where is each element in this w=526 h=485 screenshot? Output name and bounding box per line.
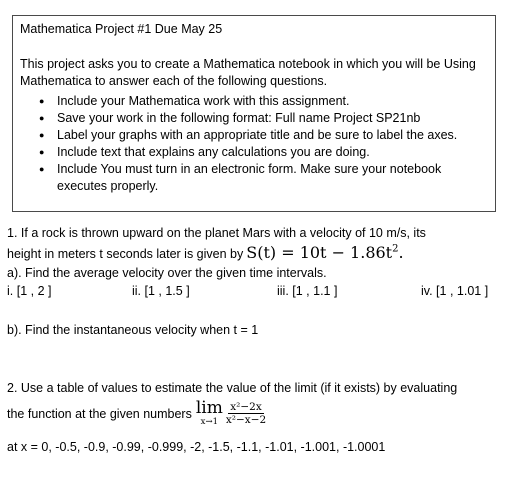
fraction-denominator: x²−x−2 (225, 414, 267, 426)
equation-period: . (398, 243, 404, 262)
requirement-item: ● Include You must turn in an electronic form. Make sure your notebook executes properly. (43, 161, 493, 195)
question-1-height-text: height in meters t seconds later is given by (7, 247, 244, 261)
interval-item: i. [1 , 2 ] (7, 284, 52, 298)
requirement-item: ● Include text that explains any calculations you are doing. (43, 144, 493, 161)
project-title: Mathematica Project #1 Due May 25 (20, 22, 223, 36)
interval-item: ii. [1 , 1.5 ] (132, 284, 190, 298)
limit-fraction (226, 401, 266, 426)
question-2-limit-line (7, 400, 266, 427)
lim-word: lim (195, 398, 223, 418)
requirement-item: ● Save your work in the following format: Full name Project SP21nb (43, 110, 493, 127)
part-b-text: b). Find the instantaneous velocity when t = 1 (7, 323, 259, 337)
question-1-equation-line (7, 243, 404, 262)
equation-exponent: 2 (392, 243, 399, 255)
interval-item: iii. [1 , 1.1 ] (277, 284, 338, 298)
interval-item: iv. [1 , 1.01 ] (421, 284, 489, 298)
part-a-text: a). Find the average velocity over the given time intervals. (7, 266, 327, 280)
instructions-box (12, 15, 496, 212)
fraction-numerator: x²−2x (230, 401, 262, 413)
lim-subscript: x→1 (200, 417, 218, 427)
question-2-function-text: the function at the given numbers (7, 406, 192, 421)
requirements-list (43, 93, 493, 195)
requirement-item: ● Include your Mathematica work with this assignment. (43, 93, 493, 110)
evaluation-points: at x = 0, -0.5, -0.9, -0.99, -0.999, -2, -1.5, -1.1, -1.01, -1.001, -1.0001 (7, 440, 386, 454)
height-equation (246, 243, 403, 262)
question-1-text: 1. If a rock is thrown upward on the planet Mars with a velocity of 10 m/s, its (7, 226, 426, 240)
project-intro: This project asks you to create a Mathematica notebook in which you will be Using Mathematica to answer each of the following questions. (20, 57, 476, 88)
equation-body: S(t) = 10t − 1.86t (246, 243, 393, 262)
limit-operator (196, 400, 223, 427)
requirement-item: ● Label your graphs with an appropriate title and be sure to label the axes. (43, 127, 493, 144)
question-2-text: 2. Use a table of values to estimate the value of the limit (if it exists) by evaluating (7, 381, 458, 395)
